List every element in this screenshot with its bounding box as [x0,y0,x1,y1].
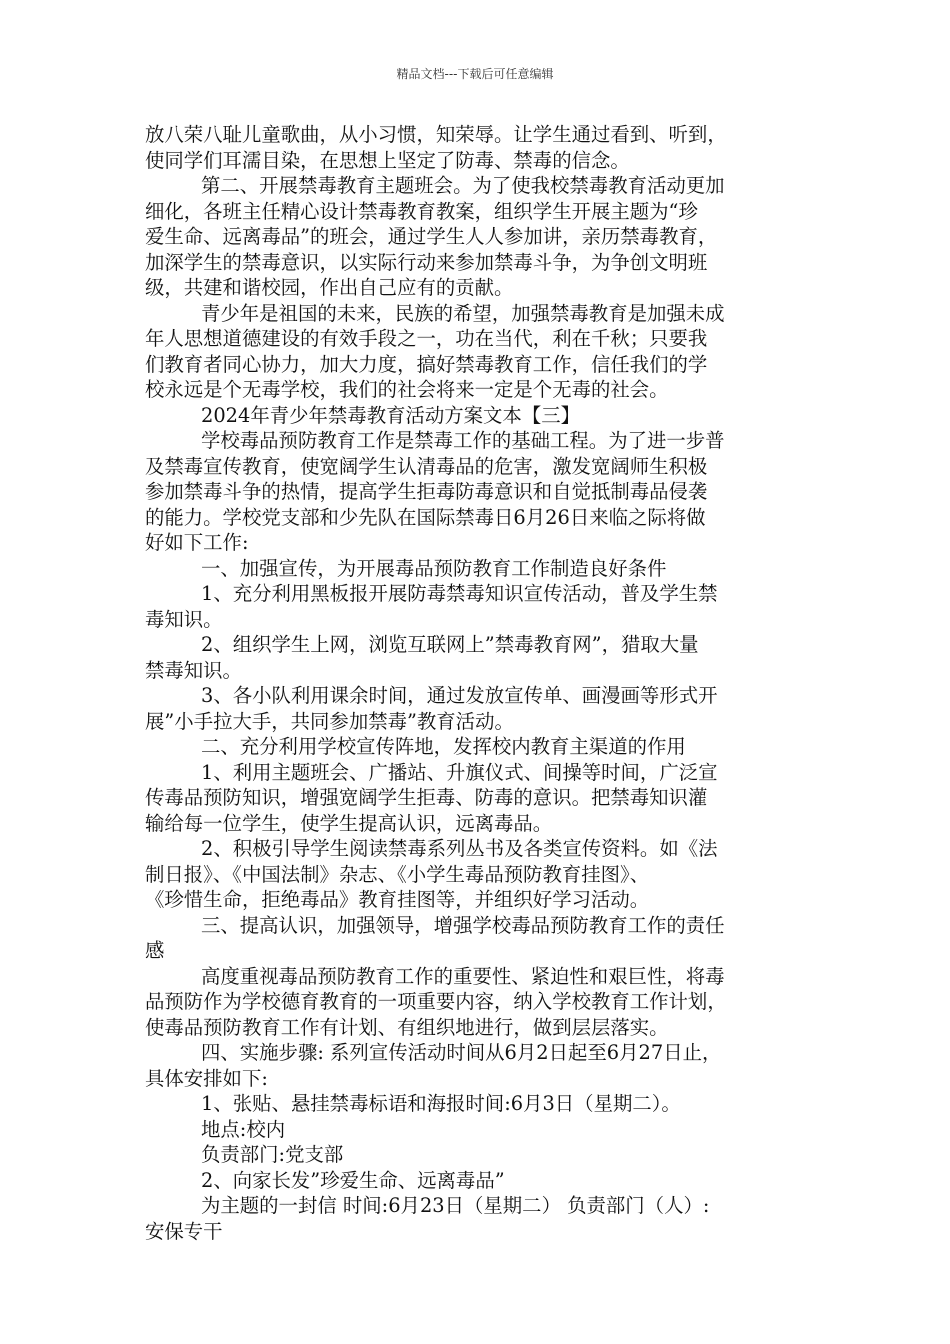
text-line: 及禁毒宣传教育，使宽阔学生认清毒品的危害，激发宽阔师生积极 [145,454,708,478]
page-header: 精品文档---下载后可任意编辑 [396,67,554,81]
text-line: 传毒品预防知识，增强宽阔学生拒毒、防毒的意识。把禁毒知识灌 [145,786,708,809]
text-line: 使同学们耳濡目染，在思想上坚定了防毒、禁毒的信念。 [145,148,630,172]
text-line: 安保专干 [145,1219,223,1243]
text-line: 四、实施步骤: 系列宣传活动时间从6月2日起至6月27日止， [201,1041,722,1064]
text-line: 使毒品预防教育工作有计划、有组织地进行，做到层层落实。 [145,1015,669,1039]
text-line: 级，共建和谐校园，作出自己应有的贡献。 [145,276,514,299]
text-line: 加深学生的禁毒意识，以实际行动来参加禁毒斗争，为争创文明班 [145,250,708,274]
text-line: 具体安排如下: [145,1066,268,1090]
text-line: 高度重视毒品预防教育工作的重要性、紧迫性和艰巨性，将毒 [201,964,725,988]
text-line: 负责部门:党支部 [201,1143,344,1166]
text-line: 学校毒品预防教育工作是禁毒工作的基础工程。为了进一步普 [201,429,725,452]
text-line: 2、积极引导学生阅读禁毒系列丛书及各类宣传资料。如《法 [201,837,718,860]
text-line: 三、提高认识，加强领导，增强学校毒品预防教育工作的责任 [201,913,725,937]
text-line: 好如下工作: [145,531,249,554]
text-line: 感 [145,939,165,962]
text-line: 为主题的一封信 时间:6月23日（星期二） 负责部门（人）: [201,1194,710,1217]
text-line: 二、充分利用学校宣传阵地，发挥校内教育主渠道的作用 [201,735,686,758]
text-line: 制日报》、《中国法制》杂志、《小学生毒品预防教育挂图》、 [145,862,650,886]
text-line: 1、张贴、悬挂禁毒标语和海报时间:6月3日（星期二）。 [201,1092,681,1115]
text-line: 展”小手拉大手，共同参加禁毒”教育活动。 [145,709,514,733]
text-line: 品预防作为学校德育教育的一项重要内容，纳入学校教育工作计划， [145,990,727,1013]
text-line: 第二、开展禁毒教育主题班会。为了使我校禁毒教育活动更加 [201,174,725,197]
text-line: 输给每一位学生，使学生提高认识，远离毒品。 [145,811,553,835]
text-line: 们教育者同心协力，加大力度，搞好禁毒教育工作，信任我们的学 [145,352,708,376]
text-line: 青少年是祖国的未来，民族的希望，加强禁毒教育是加强未成 [201,301,725,325]
text-line: 一、加强宣传，为开展毒品预防教育工作制造良好条件 [201,556,667,580]
text-line: 放八荣八耻儿童歌曲，从小习惯，知荣辱。让学生通过看到、听到， [145,123,727,146]
text-line: 年人思想道德建设的有效手段之一，功在当代，利在千秋；只要我 [145,327,708,350]
text-line: 1、充分利用黑板报开展防毒禁毒知识宣传活动，普及学生禁 [201,582,718,605]
text-line: 2、组织学生上网，浏览互联网上”禁毒教育网”，猎取大量 [201,633,699,656]
text-line: 禁毒知识。 [145,658,242,682]
text-line: 校永远是个无毒学校，我们的社会将来一定是个无毒的社会。 [145,378,669,401]
text-line: 参加禁毒斗争的热情，提高学生拒毒防毒意识和自觉抵制毒品侵袭 [145,480,708,503]
text-line: 的能力。学校党支部和少先队在国际禁毒日6月26日来临之际将做 [145,505,706,529]
text-line: 爱生命、远离毒品”的班会，通过学生人人参加讲，亲历禁毒教育， [145,225,718,248]
text-line: 毒知识。 [145,607,223,631]
text-line: 细化，各班主任精心设计禁毒教育教案，组织学生开展主题为“珍 [145,199,698,223]
document-body [145,122,811,1244]
text-line: 1、利用主题班会、广播站、升旗仪式、间操等时间，广泛宣 [201,760,718,784]
text-line: 《珍惜生命，拒绝毒品》教育挂图等，并组织好学习活动。 [145,888,650,911]
text-line: 地点:校内 [201,1117,286,1141]
text-line: 2024年青少年禁毒教育活动方案文本【三】 [201,403,580,427]
text-line: 3、各小队利用课余时间，通过发放宣传单、画漫画等形式开 [201,684,718,707]
text-line: 2、向家长发”珍爱生命、远离毒品” [201,1168,505,1192]
